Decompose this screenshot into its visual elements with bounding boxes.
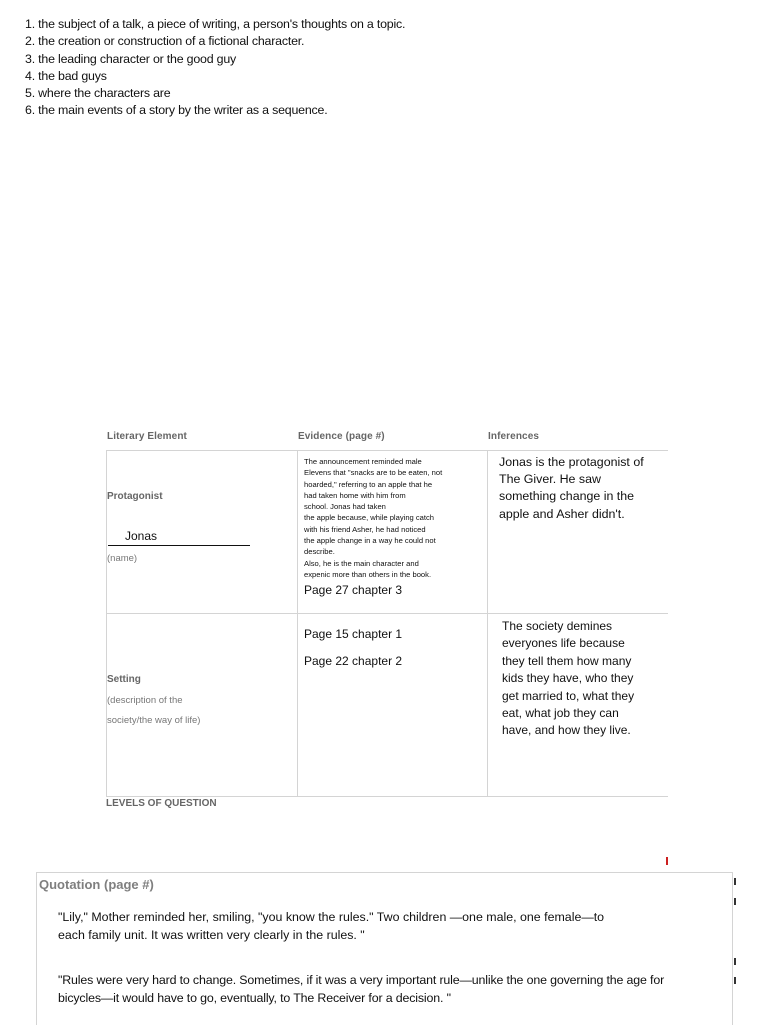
evidence-line: school. Jonas had taken	[304, 502, 386, 512]
margin-mark	[734, 898, 736, 905]
evidence-line: had taken home with him from	[304, 490, 406, 500]
table-divider	[297, 450, 298, 797]
inference-line: something change in the	[499, 489, 635, 504]
quote-line: "Rules were very hard to change. Sometimes, if it was a very important rule—unlike the one governing the age for	[58, 973, 665, 987]
evidence-line: with his friend Asher, he had noticed	[304, 524, 426, 534]
quote-line: each family unit. It was written very clearly in the rules. "	[58, 928, 365, 943]
inference-line: get married to, what they	[502, 688, 635, 703]
protagonist-evidence	[304, 456, 474, 580]
evidence-line: The announcement reminded male	[304, 457, 422, 466]
evidence-line: expenic more than others in the book.	[304, 569, 432, 579]
inference-line: Jonas is the protagonist of	[499, 455, 644, 469]
quote-line: bicycles—it would have to go, eventually, to The Receiver for a decision. "	[58, 991, 451, 1006]
margin-mark	[734, 977, 736, 984]
protagonist-name: Jonas	[125, 529, 158, 543]
setting-label: Setting	[107, 674, 141, 685]
evidence-line: Elevens that "snacks are to be eaten, not	[304, 468, 443, 478]
inference-line: eat, what job they can	[502, 706, 619, 721]
setting-evidence-page: Page 22 chapter 2	[304, 654, 403, 668]
inference-line: The society demines	[502, 619, 613, 633]
quotation-title: Quotation (page #)	[39, 877, 154, 892]
table-divider	[487, 450, 488, 797]
evidence-line: Also, he is the main character and	[304, 558, 419, 568]
setting-caption: (description of the	[107, 695, 183, 706]
margin-mark	[734, 958, 736, 965]
margin-mark	[734, 878, 736, 885]
setting-inference	[502, 618, 634, 740]
name-caption: (name)	[107, 553, 138, 564]
header-literary-element: Literary Element	[107, 431, 187, 442]
definition-item: 2. the creation or construction of a fictional character.	[25, 34, 305, 49]
red-mark	[666, 857, 668, 865]
evidence-line: the apple because, while playing catch	[304, 513, 435, 523]
table-divider	[106, 450, 668, 451]
protagonist-label: Protagonist	[107, 491, 163, 502]
evidence-line: describe.	[304, 547, 335, 557]
inference-line: kids they have, who they	[502, 671, 634, 686]
header-inferences: Inferences	[488, 431, 540, 442]
literary-elements-table	[106, 425, 668, 797]
setting-caption: society/the way of life)	[107, 715, 201, 726]
inference-line: they tell them how many	[502, 653, 632, 668]
protagonist-inference	[499, 454, 644, 523]
inference-line: have, and how they live.	[502, 723, 631, 738]
definition-item: 3. the leading character or the good guy	[25, 51, 237, 66]
table-divider	[106, 796, 668, 797]
inference-line: everyones life because	[502, 636, 625, 651]
quote-line: "Lily," Mother reminded her, smiling, "you know the rules." Two children —one male, one female—to	[58, 910, 605, 924]
definition-item: 6. the main events of a story by the writer as a sequence.	[25, 103, 328, 118]
inference-line: apple and Asher didn't.	[499, 506, 625, 521]
quotation-text	[58, 971, 664, 1008]
evidence-line: hoarded," referring to an apple that he	[304, 479, 433, 489]
table-divider	[106, 450, 107, 797]
evidence-line: the apple change in a way he could not	[304, 536, 436, 546]
name-underline	[108, 545, 250, 546]
quotation-box	[36, 872, 733, 1025]
protagonist-evidence-page: Page 27 chapter 3	[304, 583, 403, 597]
inference-line: The Giver. He saw	[499, 472, 601, 487]
quotation-text	[58, 908, 604, 945]
levels-of-question-heading: LEVELS OF QUESTION	[106, 798, 217, 809]
table-divider	[106, 613, 668, 614]
definition-item: 4. the bad guys	[25, 68, 107, 83]
definitions-list	[25, 16, 405, 120]
definition-item: 5. where the characters are	[25, 86, 171, 101]
definition-item: 1. the subject of a talk, a piece of writing, a person's thoughts on a topic.	[25, 17, 406, 31]
setting-evidence-page: Page 15 chapter 1	[304, 627, 403, 641]
header-evidence: Evidence (page #)	[298, 431, 385, 442]
